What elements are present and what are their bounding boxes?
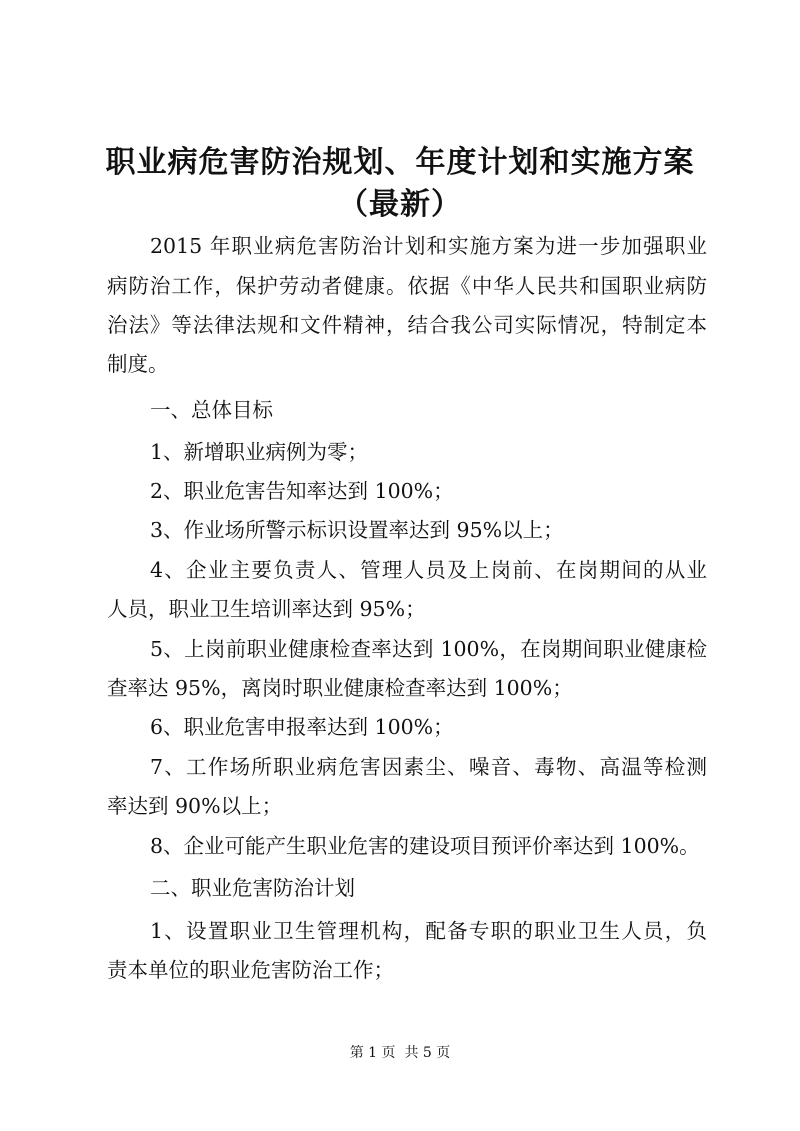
intro-line: 病防治工作，保护劳动者健康。依据《中华人民共和国职业病防 bbox=[107, 274, 707, 298]
page-number: 第 1 页 共 5 页 bbox=[349, 1045, 451, 1061]
intro-line: 2015 年职业病危害防治计划和实施方案为进一步加强职业 bbox=[150, 234, 707, 258]
intro-line: 制度。 bbox=[107, 352, 169, 376]
goal-item-continued: 查率达 95%，离岗时职业健康检查率达到 100%； bbox=[107, 676, 573, 700]
goal-item: 2、职业危害告知率达到 100%； bbox=[150, 479, 454, 503]
goal-item: 4、企业主要负责人、管理人员及上岗前、在岗期间的从业 bbox=[150, 558, 707, 582]
goal-item: 6、职业危害申报率达到 100%； bbox=[150, 715, 454, 739]
goal-item-continued: 人员，职业卫生培训率达到 95%； bbox=[107, 597, 426, 621]
document-title-suffix: （最新） bbox=[338, 187, 462, 222]
intro-line: 治法》等法律法规和文件精神，结合我公司实际情况，特制定本 bbox=[107, 313, 707, 337]
plan-item: 1、设置职业卫生管理机构，配备专职的职业卫生人员，负 bbox=[150, 919, 707, 943]
section-heading: 一、总体目标 bbox=[150, 398, 273, 422]
section-heading: 二、职业危害防治计划 bbox=[150, 876, 355, 900]
goal-item-continued: 率达到 90%以上； bbox=[107, 794, 283, 818]
goal-item: 8、企业可能产生职业危害的建设项目预评价率达到 100%。 bbox=[150, 834, 700, 858]
document-title: 职业病危害防治规划、年度计划和实施方案 bbox=[105, 145, 695, 180]
goal-item: 5、上岗前职业健康检查率达到 100%，在岗期间职业健康检 bbox=[150, 637, 707, 661]
goal-item: 1、新增职业病例为零； bbox=[150, 440, 369, 464]
goal-item: 3、作业场所警示标识设置率达到 95%以上； bbox=[150, 518, 564, 542]
goal-item: 7、工作场所职业病危害因素尘、噪音、毒物、高温等检测 bbox=[150, 755, 707, 779]
plan-item-continued: 责本单位的职业危害防治工作； bbox=[107, 958, 394, 982]
